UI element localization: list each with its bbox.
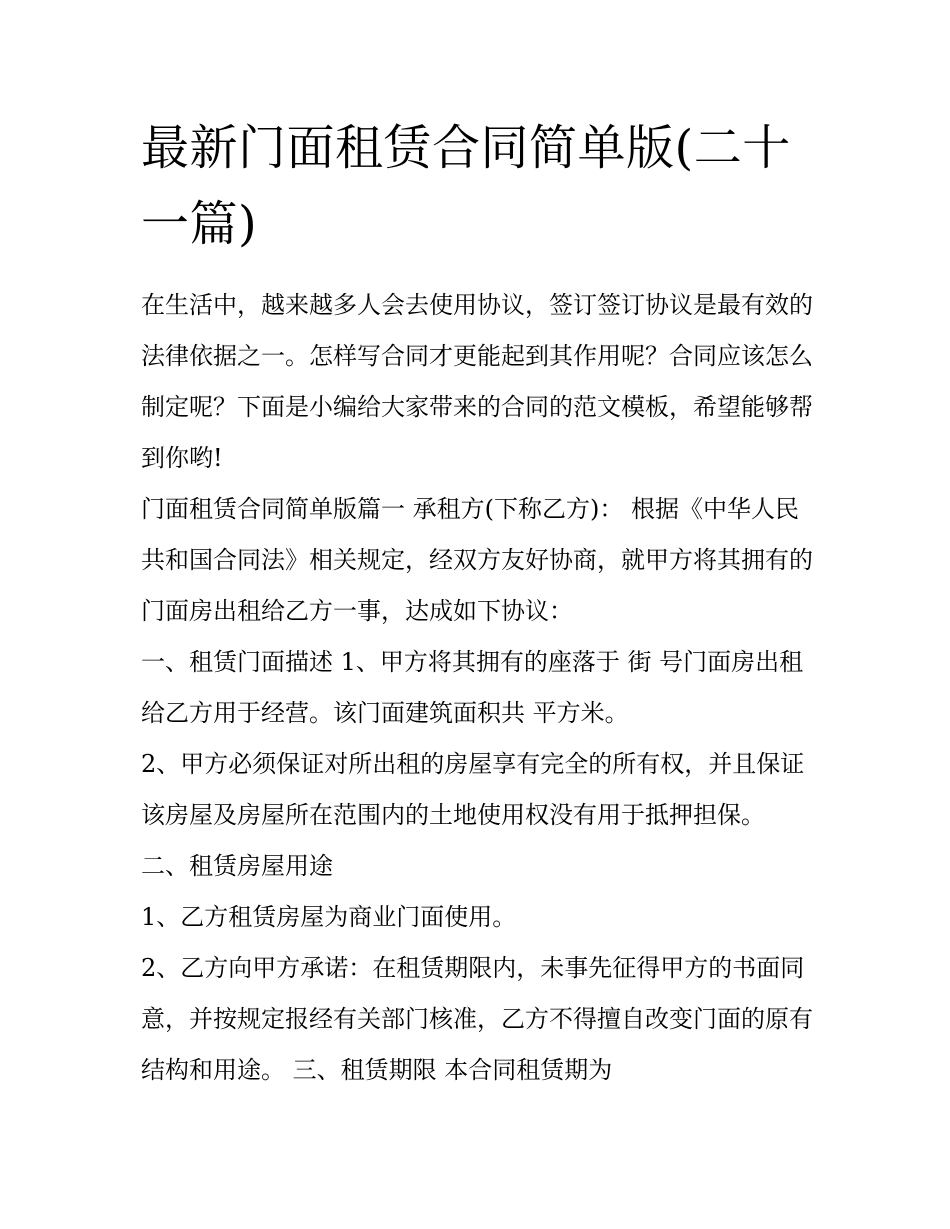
document-title: 最新门面租赁合同简单版(二十一篇) <box>141 120 791 252</box>
document-body <box>141 110 813 1096</box>
paragraph-clause-1-2: 2、甲方必须保证对所出租的房屋享有完全的所有权，并且保证该房屋及房屋所在范围内的土地使用权没有用于抵押担保。 <box>141 750 805 829</box>
paragraph-clause-2-heading: 二、租赁房屋用途 <box>141 852 333 880</box>
paragraph-clause-2-2: 2、乙方向甲方承诺：在租赁期限内，未事先征得甲方的书面同意，并按规定报经有关部门核准，乙方不得擅自改变门面的原有结构和用途。 三、租赁期限 本合同租赁期为 <box>141 954 813 1084</box>
paragraph-part-one: 门面租赁合同简单版篇一 承租方(下称乙方)： 根据《中华人民共和国合同法》相关规定，经双方友好协商，就甲方将其拥有的门面房出租给乙方一事，达成如下协议： <box>141 495 813 625</box>
paragraph-clause-2-1: 1、乙方租赁房屋为商业门面使用。 <box>141 903 517 931</box>
paragraph-clause-1: 一、租赁门面描述 1、甲方将其拥有的座落于 街 号门面房出租给乙方用于经营。该门面建筑面积共 平方米。 <box>141 648 804 727</box>
paragraph-intro: 在生活中，越来越多人会去使用协议，签订签订协议是最有效的法律依据之一。怎样写合同才更能起到其作用呢？合同应该怎么制定呢？下面是小编给大家带来的合同的范文模板，希望能够帮到你哟! <box>141 291 813 472</box>
